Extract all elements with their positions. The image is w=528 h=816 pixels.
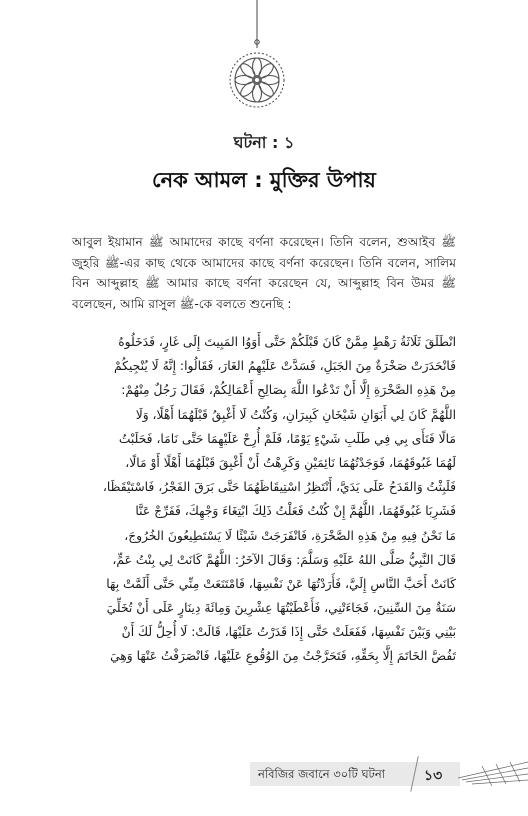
page-footer: [0, 756, 528, 792]
chapter-title: নেক আমল : মুক্তির উপায়: [152, 168, 376, 192]
page-number: ১৩: [424, 768, 443, 784]
footer-decoration: [452, 756, 528, 792]
hanging-ornament: [222, 0, 292, 112]
arabic-line: مِنْ هَذِهِ الصَّخْرَةِ إِلَّا أَنْ تَدْعُوا اللَّهَ بِصَالِحِ أَعْمَالِكُمْ، فَقَالَ رَجُلٌ مِنْهُمْ:: [121, 383, 456, 398]
arabic-line: مَالًا فَنَأَى بِي فِي طَلَبِ شَيْءٍ يَوْمًا، فَلَمْ أُرِحْ عَلَيْهِمَا حَتَّى نَامَا، فَحَلَبْتُ: [118, 431, 456, 446]
arabic-line: مَا نَحْنُ فِيهِ مِنْ هَذِهِ الصَّخْرَةِ، فَانْفَرَجَتْ شَيْئًا لَا يَسْتَطِيعُونَ الخُرُوجَ،: [124, 528, 456, 543]
intro-line: উমর ﷺ বলেছেন, আমি রাসুল ﷺ-কে বলতে শুনেছি :: [72, 276, 456, 311]
arabic-hadith-text: [76, 330, 456, 669]
arabic-line: قَالَ النَّبِيُّ صَلَّى اللهُ عَلَيْهِ وَسَلَّمَ: وَقَالَ الآخَرُ: اللَّهُمَّ كَانَتْ لِي بِنْتُ عَمٍّ،: [112, 552, 456, 567]
arabic-line: فَانْحَدَرَتْ صَخْرَةٌ مِنَ الجَبَلِ، فَسَدَّتْ عَلَيْهِمُ الغَارَ، فَقَالُوا: إِنَّهُ لَا يُنْجِيكُمْ: [114, 359, 456, 374]
arabic-line: تَفُضَّ الخَاتَمَ إِلَّا بِحَقِّهِ، فَتَحَرَّجْتُ مِنَ الوُقُوعِ عَلَيْهَا، فَانْصَرَفْتُ عَنْهَا وَهِيَ: [110, 649, 456, 664]
arabic-line: انْطَلَقَ ثَلَاثَةُ رَهْطٍ مِمَّنْ كَانَ قَبْلَكُمْ حَتَّى أَوَوُا المَبِيتَ إِلَى غَارٍ، فَدَخَلُوهُ: [118, 335, 456, 349]
intro-line: সালিম বিন আব্দুল্লাহ ﷺ আমার কাছে বর্ণনা করেছেন যে, আব্দুল্লাহ বিন: [72, 255, 456, 291]
arabic-line: بَيْنِي وَبَيْنَ نَفْسِهَا، فَفَعَلَتْ حَتَّى إِذَا قَدَرْتُ عَلَيْهَا، قَالَتْ: لَا أُحِلُّ لَكَ أَنْ: [121, 625, 456, 640]
arabic-line: اللَّهُمَّ كَانَ لِي أَبَوَانِ شَيْخَانِ كَبِيرَانِ، وَكُنْتُ لَا أَغْبِقُ قَبْلَهُمَا أَهْلًا، وَلَا: [135, 407, 456, 422]
footer-book-title: নবিজির জবানে ৩০টি ঘটনা: [258, 767, 386, 781]
arabic-line: لَهُمَا غَبُوقَهُمَا، فَوَجَدْتُهُمَا نَائِمَيْنِ وَكَرِهْتُ أَنْ أَغْبِقَ قَبْلَهُمَا أَهْلًا أَوْ مَالًا،: [125, 455, 456, 470]
arabic-line: سَنَةٌ مِنَ السِّنِينَ، فَجَاءَتْنِي، فَأَعْطَيْتُهَا عِشْرِينَ وَمِائَةَ دِينَارٍ عَلَى أَنْ تُخَلِّيَ: [106, 601, 456, 616]
chapter-number: ঘটনা : ১: [233, 133, 295, 152]
arabic-line: فَشَرِبَا غَبُوقَهُمَا، اللَّهُمَّ إِنْ كُنْتُ فَعَلْتُ ذَلِكَ ابْتِغَاءَ وَجْهِكَ، فَفَرِّجْ عَنَّا: [135, 504, 456, 519]
arabic-line: كَانَتْ أَحَبَّ النَّاسِ إِلَيَّ، فَأَرَدْتُهَا عَنْ نَفْسِهَا، فَامْتَنَعَتْ مِنِّي حَتَّى أَلَمَّتْ بِهَا: [106, 576, 456, 591]
intro-paragraph: [72, 232, 456, 314]
intro-line: ﷺ জুহরি ﷺ-এর কাছ থেকে আমাদের কাছে বর্ণনা করেছেন। তিনি বলেন,: [72, 235, 457, 270]
intro-line: আবুল ইয়ামান ﷺ আমাদের কাছে বর্ণনা করেছেন। তিনি বলেন, শুআইব: [72, 235, 436, 249]
arabic-line: فَلَبِثْتُ وَالقَدَحُ عَلَى يَدَيَّ، أَنْتَظِرُ اسْتِيقَاظَهُمَا حَتَّى بَرَقَ الفَجْرُ، فَاسْتَيْقَظَا،: [102, 480, 456, 495]
